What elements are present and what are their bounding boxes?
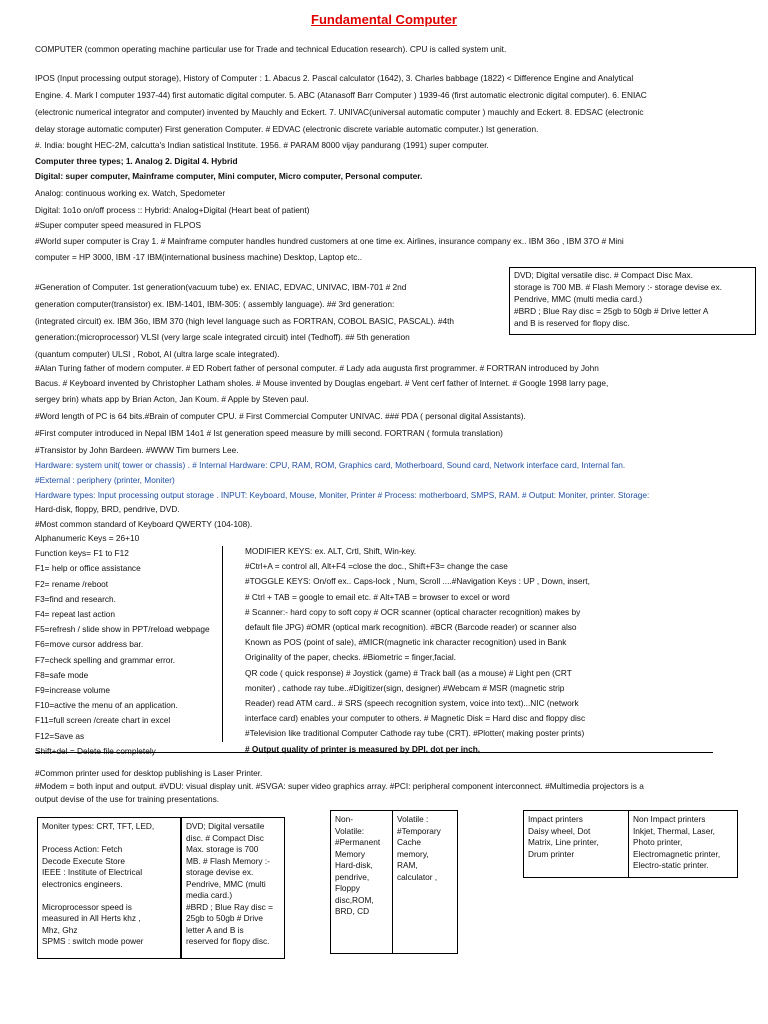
facts-line-6: #Transistor by John Bardeen. #WWW Tim burners Lee. [35, 445, 239, 455]
non-volatile-line: pendrive, [335, 871, 370, 882]
bottom-line-1: #Common printer used for desktop publishing is Laser Printer. [35, 768, 263, 778]
history-line-3: (electronic numerical integrator and computer) invented by Mauchly and Eckert. 7. UNIVAC(universal automatic computer ) mauchly and Eckert. 8. EDSAC (electronic [35, 107, 644, 117]
storage-info-box [509, 267, 756, 335]
generation-line-3: (integrated circuit) ex. IBM 36o, IBM 370 (high level language such as FORTRAN, COBOL BASIC, PASCAL). #4th [35, 316, 455, 326]
storage-small-line: 25gb to 50gb # Drive [186, 913, 264, 923]
storage-box-line: storage is 700 MB. # Flash Memory :- storage devise ex. [514, 282, 722, 292]
impact-line: Impact printers [528, 814, 583, 824]
computer-definition: COMPUTER (common operating machine particular use for Trade and technical Education research). CPU is called system unit. [35, 44, 507, 54]
impact-line: Daisy wheel, Dot [528, 825, 591, 836]
function-key-line: F8=safe mode [35, 669, 89, 680]
hardware-line-2: #External : periphery (printer, Moniter) [35, 475, 175, 485]
volatile-line: calculator , [397, 871, 438, 882]
non-volatile-line: Non- [335, 814, 353, 824]
non-impact-line: Photo printer, [633, 837, 683, 847]
bottom-line-3: output devise of the use for training presentations. [35, 794, 220, 804]
modifier-key-line: #TOGGLE KEYS: On/off ex.. Caps-lock , Num, Scroll ....#Navigation Keys : UP , Down, insert, [245, 576, 590, 587]
storage-small-line: letter A and B is [186, 924, 244, 935]
digital-types: Digital: super computer, Mainframe computer, Mini computer, Micro computer, Personal computer. [35, 171, 423, 181]
function-key-line: F6=move cursor address bar. [35, 639, 144, 650]
moniter-box-line: SPMS : switch mode power [42, 936, 144, 946]
history-line-2: Engine. 4. Mark I computer 1937-44) first automatic digital computer. 5. ABC (Atanasoff Barr Computer ) 1939-46 (first automatic electronic digital computer). 6. ENIAC [35, 90, 647, 100]
non-volatile-line: BRD, CD [335, 906, 370, 916]
function-key-line: F10=active the menu of an application. [35, 700, 178, 711]
non-impact-line: Electro-static printer. [633, 860, 709, 870]
modifier-key-line: # Output quality of printer is measured by DPI, dot per inch, [245, 743, 481, 754]
storage-small-line: DVD; Digital versatile [186, 821, 265, 831]
modifier-key-line: QR code ( quick response) # Joystick (game) # Track ball (as a mouse) # Light pen (CRT [245, 667, 572, 678]
moniter-box-line: IEEE : Institute of Electrical [42, 867, 143, 877]
modifier-key-line: moniter) , cathode ray tube..#Digitizer(sign, designer) #Webcam # MSR (magnetic strip [245, 682, 565, 693]
non-impact-line: Electromagnetic printer, [633, 848, 721, 859]
hardware-line-4: Hard-disk, floppy, BRD, pendrive, DVD. [35, 504, 180, 514]
facts-line-4: #Word length of PC is 64 bits.#Brain of computer CPU. # First Commercial Computer UNIVAC. ### PDA ( personal digital Assistants). [35, 411, 526, 421]
function-key-line: F4= repeat last action [35, 609, 116, 619]
non-volatile-line: disc,ROM, [335, 894, 374, 905]
moniter-box-line: electronics engineers. [42, 878, 123, 889]
storage-small-line: storage devise ex. [186, 867, 254, 877]
volatile-box [392, 810, 458, 954]
non-volatile-box [330, 810, 393, 954]
modifier-key-line: interface card) enables your computer to others. # Magnetic Disk = Hard disc and floppy disc [245, 713, 586, 724]
moniter-box-line: measured in All Herts khz , [42, 913, 141, 923]
modifier-key-line: default file JPG) #OMR (optical mark recognition). #BCR (Barcode reader) or scanner also [245, 622, 577, 632]
modifier-key-line: # Scanner:- hard copy to soft copy # OCR scanner (optical character recognition) makes by [245, 606, 581, 617]
page-title: Fundamental Computer [311, 12, 457, 27]
impact-line: Drum printer [528, 848, 575, 859]
function-key-line: Shift+del = Delete file completely [35, 745, 156, 756]
digital-def: Digital: 1o1o on/off process :: Hybrid: Analog+Digital (Heart beat of patient) [35, 205, 310, 215]
impact-printers-box [523, 810, 629, 878]
modifier-key-line: Known as POS (point of sale), #MICR(magnetic ink character recognition) used in Bank [245, 637, 567, 648]
non-volatile-line: Memory [335, 848, 365, 859]
facts-line-2: Bacus. # Keyboard invented by Christopher Latham sholes. # Mouse invented by Douglas engebart. # Vent cerf father of Internet. # Google 1998 larry page, [35, 378, 609, 388]
storage-box-line: and B is reserved for flopy disc. [514, 318, 630, 328]
function-key-line: F7=check spelling and grammar error. [35, 654, 175, 665]
computer-types-heading: Computer three types; 1. Analog 2. Digital 4. Hybrid [35, 156, 238, 166]
non-volatile-line: Floppy [335, 883, 360, 893]
moniter-box-line: Process Action: Fetch [42, 844, 123, 854]
modifier-key-line: Reader) read ATM card.. # SRS (speech recognition system, voice into text)...NIC (network [245, 698, 579, 708]
storage-box-line: #BRD ; Blue Ray disc = 25gb to 50gb # Drive letter A [514, 306, 709, 316]
non-volatile-line: #Permanent [335, 837, 381, 847]
modifier-key-line: # Ctrl + TAB = google to email etc. # Alt+TAB = browser to excel or word [245, 591, 510, 602]
function-key-line: Alphanumeric Keys = 26+10 [35, 533, 140, 543]
generation-line-5: (quantum computer) ULSI , Robot, AI (ultra large scale integrated). [35, 349, 280, 359]
history-line-4: delay storage automatic computer) First generation Computer. # EDVAC (electronic discrete variable automatic computer.) Ist generation. [35, 124, 539, 134]
impact-line: Matrix, Line printer, [528, 837, 599, 847]
volatile-line: Volatile : [397, 814, 429, 824]
moniter-box-line: Decode Execute Store [42, 855, 126, 866]
function-key-line: Function keys= F1 to F12 [35, 548, 129, 559]
volatile-line: memory, [397, 848, 429, 859]
column-divider [222, 546, 223, 742]
function-key-line: F1= help or office assistance [35, 563, 141, 574]
storage-small-line: MB. # Flash Memory :- [186, 855, 270, 866]
storage-small-line: media card.) [186, 890, 233, 900]
storage-small-line: Pendrive, MMC (multi [186, 878, 266, 889]
modifier-key-line: #Ctrl+A = control all, Alt+F4 =close the doc., Shift+F3= change the case [245, 561, 508, 572]
storage-box-small [181, 817, 285, 959]
function-key-line: F5=refresh / slide show in PPT/reload webpage [35, 624, 210, 635]
modifier-key-line: #Television like traditional Computer Cathode ray tube (CRT). #Plotter( making poster prints) [245, 728, 585, 739]
storage-small-line: reserved for flopy disc. [186, 936, 270, 946]
generation-line-2: generation computer(transistor) ex. IBM-1401, IBM-305: ( assembly language). ## 3rd generation: [35, 299, 395, 309]
super-speed: #Super computer speed measured in FLPOS [35, 220, 202, 230]
storage-small-line: Max. storage is 700 [186, 844, 259, 854]
storage-small-line: #BRD ; Blue Ray disc = [186, 901, 273, 912]
facts-line-5: #First computer introduced in Nepal IBM 14o1 # Ist generation speed measure by milli second. FORTRAN ( formula translation) [35, 428, 503, 438]
modifier-key-line: MODIFIER KEYS: ex. ALT, Crtl, Shift, Win-key. [245, 546, 417, 556]
generation-line-4: generation:(microprocessor) VLSI (very large scale integrated circuit) intel (Tedhoff). ## 5th generation [35, 332, 410, 342]
function-key-line: F9=increase volume [35, 685, 110, 695]
moniter-types-box [37, 817, 181, 959]
function-key-line: F2= rename /reboot [35, 578, 109, 589]
storage-box-line: Pendrive, MMC (multi media card.) [514, 294, 643, 304]
non-volatile-line: Hard-disk, [335, 860, 373, 870]
keyboard-standard: #Most common standard of Keyboard QWERTY (104-108). [35, 519, 253, 529]
analog-def: Analog: continuous working ex. Watch, Spedometer [35, 188, 226, 198]
volatile-line: RAM, [397, 860, 418, 870]
non-impact-line: Non Impact printers [633, 814, 706, 824]
non-impact-printers-box [628, 810, 738, 878]
hardware-line-1: Hardware: system unit( tower or chassis) . # Internal Hardware: CPU, RAM, ROM, Graphics card, Motherboard, Sound card, Network interface card, Internal fan. [35, 460, 626, 470]
moniter-box-line: Mhz, Ghz [42, 924, 78, 935]
storage-box-line: DVD; Digital versatile disc. # Compact Disc Max. [514, 270, 693, 280]
moniter-box-line: Microprocessor speed is [42, 901, 132, 912]
facts-line-3: sergey brin) whats app by Brian Acton, Jan Koum. # Apple by Steven paul. [35, 394, 309, 404]
moniter-box-line: Moniter types: CRT, TFT, LED, [42, 821, 155, 831]
function-key-line: F12=Save as [35, 730, 85, 741]
volatile-line: #Temporary [397, 825, 441, 836]
history-line-1: IPOS (Input processing output storage), History of Computer : 1. Abacus 2. Pascal calculator (1642), 3. Charles babbage (1822) < Difference Engine and Analytical [35, 73, 634, 83]
volatile-line: Cache [397, 837, 421, 847]
modifier-key-line: Originality of the paper, checks. #Biometric = finger,facial. [245, 652, 456, 663]
bottom-line-2: #Modem = both input and output. #VDU: visual display unit. #SVGA: super video graphics array. #PCI: peripheral component interconnect. #Multimedia projectors is a [35, 781, 644, 791]
facts-line-1: #Alan Turing father of modern computer. # ED Robert father of personal computer. # Lady ada augusta first programmer. # FORTRAN introduced by John [35, 363, 599, 373]
non-impact-line: Inkjet, Thermal, Laser, [633, 825, 715, 836]
non-volatile-line: Volatile: [335, 825, 365, 836]
india-line: #. India: bought HEC-2M, calcutta's Indian satistical Institute. 1956. # PARAM 8000 vijay pandurang (1991) super computer. [35, 140, 489, 150]
function-key-line: F3=find and research. [35, 593, 116, 604]
storage-small-line: disc. # Compact Disc [186, 832, 264, 843]
function-key-line: F11=full screen /create chart in excel [35, 715, 171, 726]
hardware-line-3: Hardware types: Input processing output storage . INPUT: Keyboard, Mouse, Moniter, Printer # Process: motherboard, SMPS, RAM. # Output: Moniter, printer. Storage: [35, 490, 650, 500]
generation-line-1: #Generation of Computer. 1st generation(vacuum tube) ex. ENIAC, EDVAC, UNIVAC, IBM-701 # 2nd [35, 282, 407, 292]
super-computer-line-2: computer = HP 3000, IBM -17 IBM(international business machine) Desktop, Laptop etc.. [35, 252, 363, 262]
super-computer-line-1: #World super computer is Cray 1. # Mainframe computer handles hundred customers at one time ex. Airlines, insurance company ex.. IBM 36o , IBM 37O # Mini [35, 236, 624, 246]
